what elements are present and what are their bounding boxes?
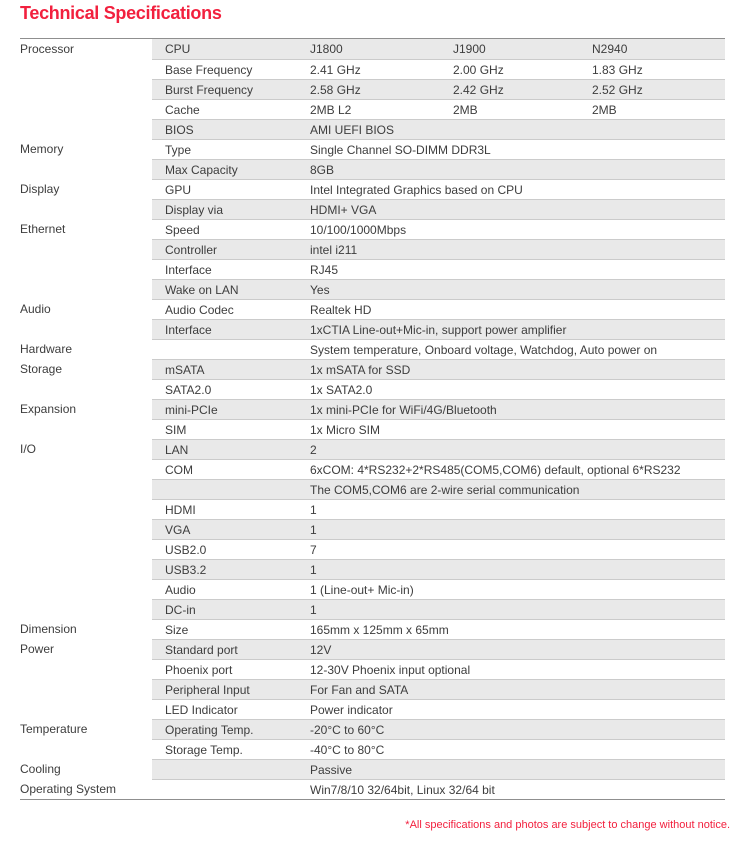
row-spec-value: J1800 [310, 39, 453, 59]
row-spec-label [152, 339, 310, 359]
row-spec-value: 2MB L2 [310, 99, 453, 119]
row-spec-value: RJ45 [310, 259, 725, 279]
row-category-label [20, 479, 152, 499]
table-row [20, 379, 725, 399]
row-category-label [20, 699, 152, 719]
row-spec-value: 2.41 GHz [310, 59, 453, 79]
row-category-label [20, 259, 152, 279]
table-row [20, 559, 725, 579]
row-spec-value: 2.00 GHz [453, 59, 592, 79]
row-spec-label: DC-in [152, 599, 310, 619]
table-row [20, 499, 725, 519]
row-spec-value: For Fan and SATA [310, 679, 725, 699]
row-spec-value: 1x mini-PCIe for WiFi/4G/Bluetooth [310, 399, 725, 419]
row-category-label [20, 579, 152, 599]
spec-table [20, 38, 725, 800]
row-spec-label: USB2.0 [152, 539, 310, 559]
row-spec-value: 1x SATA2.0 [310, 379, 725, 399]
row-spec-label [152, 479, 310, 499]
table-row [20, 339, 725, 359]
row-category-label [20, 559, 152, 579]
row-spec-value: Win7/8/10 32/64bit, Linux 32/64 bit [310, 779, 725, 799]
table-row [20, 619, 725, 639]
row-category-label: Processor [20, 39, 152, 59]
row-spec-label: Speed [152, 219, 310, 239]
row-spec-label: VGA [152, 519, 310, 539]
row-category-label [20, 739, 152, 759]
row-spec-label: LED Indicator [152, 699, 310, 719]
row-spec-value: System temperature, Onboard voltage, Watchdog, Auto power on [310, 339, 725, 359]
row-spec-value: 1x mSATA for SSD [310, 359, 725, 379]
row-spec-value: 2 [310, 439, 725, 459]
table-row [20, 159, 725, 179]
page-title: Technical Specifications [20, 3, 222, 23]
row-spec-value: 1 [310, 499, 725, 519]
table-row [20, 779, 725, 799]
row-spec-label: Phoenix port [152, 659, 310, 679]
row-spec-label: GPU [152, 179, 310, 199]
row-spec-label: BIOS [152, 119, 310, 139]
row-spec-value: Power indicator [310, 699, 725, 719]
row-spec-label: HDMI [152, 499, 310, 519]
table-row [20, 119, 725, 139]
row-category-label: I/O [20, 439, 152, 459]
row-spec-value: 1 (Line-out+ Mic-in) [310, 579, 725, 599]
table-row [20, 579, 725, 599]
row-category-label [20, 199, 152, 219]
row-spec-label [152, 759, 310, 779]
row-category-label: Operating System [20, 779, 152, 799]
table-row [20, 359, 725, 379]
table-row [20, 719, 725, 739]
table-row [20, 479, 725, 499]
row-spec-value: 6xCOM: 4*RS232+2*RS485(COM5,COM6) default, optional 6*RS232 [310, 459, 725, 479]
row-category-label [20, 119, 152, 139]
row-spec-value: 1x Micro SIM [310, 419, 725, 439]
table-row [20, 699, 725, 719]
row-category-label: Dimension [20, 619, 152, 639]
table-row [20, 199, 725, 219]
row-spec-label: Interface [152, 319, 310, 339]
row-spec-value: 1.83 GHz [592, 59, 725, 79]
row-spec-value: AMI UEFI BIOS [310, 119, 725, 139]
row-category-label: Display [20, 179, 152, 199]
row-spec-label: Max Capacity [152, 159, 310, 179]
row-spec-value: Intel Integrated Graphics based on CPU [310, 179, 725, 199]
row-spec-value: N2940 [592, 39, 725, 59]
row-category-label [20, 319, 152, 339]
row-spec-value: 2MB [592, 99, 725, 119]
row-spec-label: CPU [152, 39, 310, 59]
row-spec-label: COM [152, 459, 310, 479]
row-spec-value: 12-30V Phoenix input optional [310, 659, 725, 679]
row-category-label [20, 419, 152, 439]
row-spec-label: Audio [152, 579, 310, 599]
row-category-label [20, 59, 152, 79]
row-spec-label: Size [152, 619, 310, 639]
row-spec-label [152, 779, 310, 799]
row-category-label: Cooling [20, 759, 152, 779]
table-row [20, 279, 725, 299]
row-category-label: Power [20, 639, 152, 659]
row-spec-label: SATA2.0 [152, 379, 310, 399]
row-spec-label: Burst Frequency [152, 79, 310, 99]
table-row [20, 219, 725, 239]
row-category-label [20, 539, 152, 559]
row-spec-value: Realtek HD [310, 299, 725, 319]
table-row [20, 39, 725, 59]
row-spec-label: USB3.2 [152, 559, 310, 579]
row-spec-value: Single Channel SO-DIMM DDR3L [310, 139, 725, 159]
table-row [20, 59, 725, 79]
row-category-label [20, 159, 152, 179]
table-row [20, 399, 725, 419]
row-spec-value: 2.42 GHz [453, 79, 592, 99]
row-spec-label: Operating Temp. [152, 719, 310, 739]
row-spec-label: Standard port [152, 639, 310, 659]
row-spec-value: -20°C to 60°C [310, 719, 725, 739]
row-spec-value: 10/100/1000Mbps [310, 219, 725, 239]
row-spec-value: J1900 [453, 39, 592, 59]
table-row [20, 639, 725, 659]
row-spec-label: LAN [152, 439, 310, 459]
table-row [20, 99, 725, 119]
row-category-label [20, 499, 152, 519]
row-spec-value: The COM5,COM6 are 2-wire serial communication [310, 479, 725, 499]
row-spec-label: Wake on LAN [152, 279, 310, 299]
row-category-label [20, 459, 152, 479]
table-row [20, 139, 725, 159]
row-spec-value: 12V [310, 639, 725, 659]
row-category-label [20, 599, 152, 619]
row-category-label [20, 239, 152, 259]
row-spec-value: 8GB [310, 159, 725, 179]
row-category-label: Temperature [20, 719, 152, 739]
row-spec-label: Audio Codec [152, 299, 310, 319]
row-spec-label: Controller [152, 239, 310, 259]
row-category-label: Audio [20, 299, 152, 319]
row-category-label [20, 79, 152, 99]
row-category-label: Ethernet [20, 219, 152, 239]
row-spec-value: intel i211 [310, 239, 725, 259]
row-spec-label: Cache [152, 99, 310, 119]
row-spec-label: SIM [152, 419, 310, 439]
row-spec-value: 2.52 GHz [592, 79, 725, 99]
row-category-label: Expansion [20, 399, 152, 419]
row-spec-value: Yes [310, 279, 725, 299]
table-row [20, 79, 725, 99]
row-spec-value: 7 [310, 539, 725, 559]
table-row [20, 659, 725, 679]
row-spec-value: -40°C to 80°C [310, 739, 725, 759]
row-category-label: Storage [20, 359, 152, 379]
row-spec-label: Base Frequency [152, 59, 310, 79]
table-row [20, 679, 725, 699]
table-row [20, 539, 725, 559]
row-spec-label: Peripheral Input [152, 679, 310, 699]
row-spec-value: 1 [310, 559, 725, 579]
table-row [20, 739, 725, 759]
row-spec-value: 1 [310, 519, 725, 539]
table-row [20, 419, 725, 439]
table-row [20, 179, 725, 199]
table-row [20, 259, 725, 279]
row-spec-label: Type [152, 139, 310, 159]
row-category-label [20, 659, 152, 679]
row-spec-value: 1 [310, 599, 725, 619]
row-category-label: Hardware [20, 339, 152, 359]
row-spec-value: Passive [310, 759, 725, 779]
table-row [20, 759, 725, 779]
row-spec-value: 1xCTIA Line-out+Mic-in, support power amplifier [310, 319, 725, 339]
table-row [20, 319, 725, 339]
row-spec-value: 2.58 GHz [310, 79, 453, 99]
row-spec-label: Storage Temp. [152, 739, 310, 759]
table-row [20, 459, 725, 479]
row-category-label [20, 99, 152, 119]
row-spec-label: mSATA [152, 359, 310, 379]
footer-note: *All specifications and photos are subject to change without notice. [405, 819, 730, 831]
row-spec-value: HDMI+ VGA [310, 199, 725, 219]
row-spec-label: Interface [152, 259, 310, 279]
row-category-label [20, 519, 152, 539]
row-category-label [20, 679, 152, 699]
row-spec-value: 165mm x 125mm x 65mm [310, 619, 725, 639]
table-row [20, 519, 725, 539]
row-category-label: Memory [20, 139, 152, 159]
row-spec-label: mini-PCIe [152, 399, 310, 419]
row-spec-value: 2MB [453, 99, 592, 119]
table-row [20, 239, 725, 259]
table-row [20, 439, 725, 459]
row-category-label [20, 279, 152, 299]
row-category-label [20, 379, 152, 399]
table-row [20, 599, 725, 619]
table-row [20, 299, 725, 319]
row-spec-label: Display via [152, 199, 310, 219]
